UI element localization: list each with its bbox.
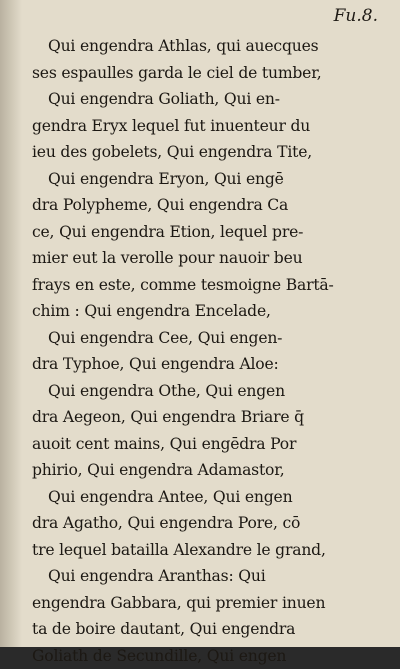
text-line: dra Aegeon, Qui engendra Briare q̄ — [32, 404, 380, 431]
text-line: dra Typhoe, Qui engendra Aloe: — [32, 351, 380, 378]
text-line: frays en este, comme tesmoigne Bartā- — [32, 272, 380, 299]
text-line: ieu des gobelets, Qui engendra Tite, — [32, 139, 380, 166]
text-line: auoit cent mains, Qui engēdra Por — [32, 431, 380, 458]
text-line: Qui engendra Cee, Qui engen- — [32, 325, 380, 352]
text-line: gendra Eryx lequel fut inuenteur du — [32, 113, 380, 140]
text-block — [32, 33, 380, 669]
text-line: Qui engendra Eryon, Qui engē — [32, 166, 380, 193]
page-gutter-shadow — [0, 0, 22, 647]
text-line: ses espaulles garda le ciel de tumber, — [32, 60, 380, 87]
text-line: mier eut la verolle pour nauoir beu — [32, 245, 380, 272]
text-line: Goliath de Secundille, Qui engen — [32, 643, 380, 669]
text-line: tre lequel batailla Alexandre le grand, — [32, 537, 380, 564]
text-line: Qui engendra Athlas, qui auecques — [32, 33, 380, 60]
text-line: engendra Gabbara, qui premier inuen — [32, 590, 380, 617]
text-line: Qui engendra Othe, Qui engen — [32, 378, 380, 405]
folio-number: Fu.8. — [334, 6, 378, 26]
text-line: ce, Qui engendra Etion, lequel pre- — [32, 219, 380, 246]
text-line: dra Agatho, Qui engendra Pore, cō — [32, 510, 380, 537]
text-line: chim : Qui engendra Encelade, — [32, 298, 380, 325]
text-line: phirio, Qui engendra Adamastor, — [32, 457, 380, 484]
text-line: dra Polypheme, Qui engendra Ca — [32, 192, 380, 219]
text-line: Qui engendra Goliath, Qui en- — [32, 86, 380, 113]
text-line: ta de boire dautant, Qui engendra — [32, 616, 380, 643]
text-line: Qui engendra Aranthas: Qui — [32, 563, 380, 590]
text-line: Qui engendra Antee, Qui engen — [32, 484, 380, 511]
